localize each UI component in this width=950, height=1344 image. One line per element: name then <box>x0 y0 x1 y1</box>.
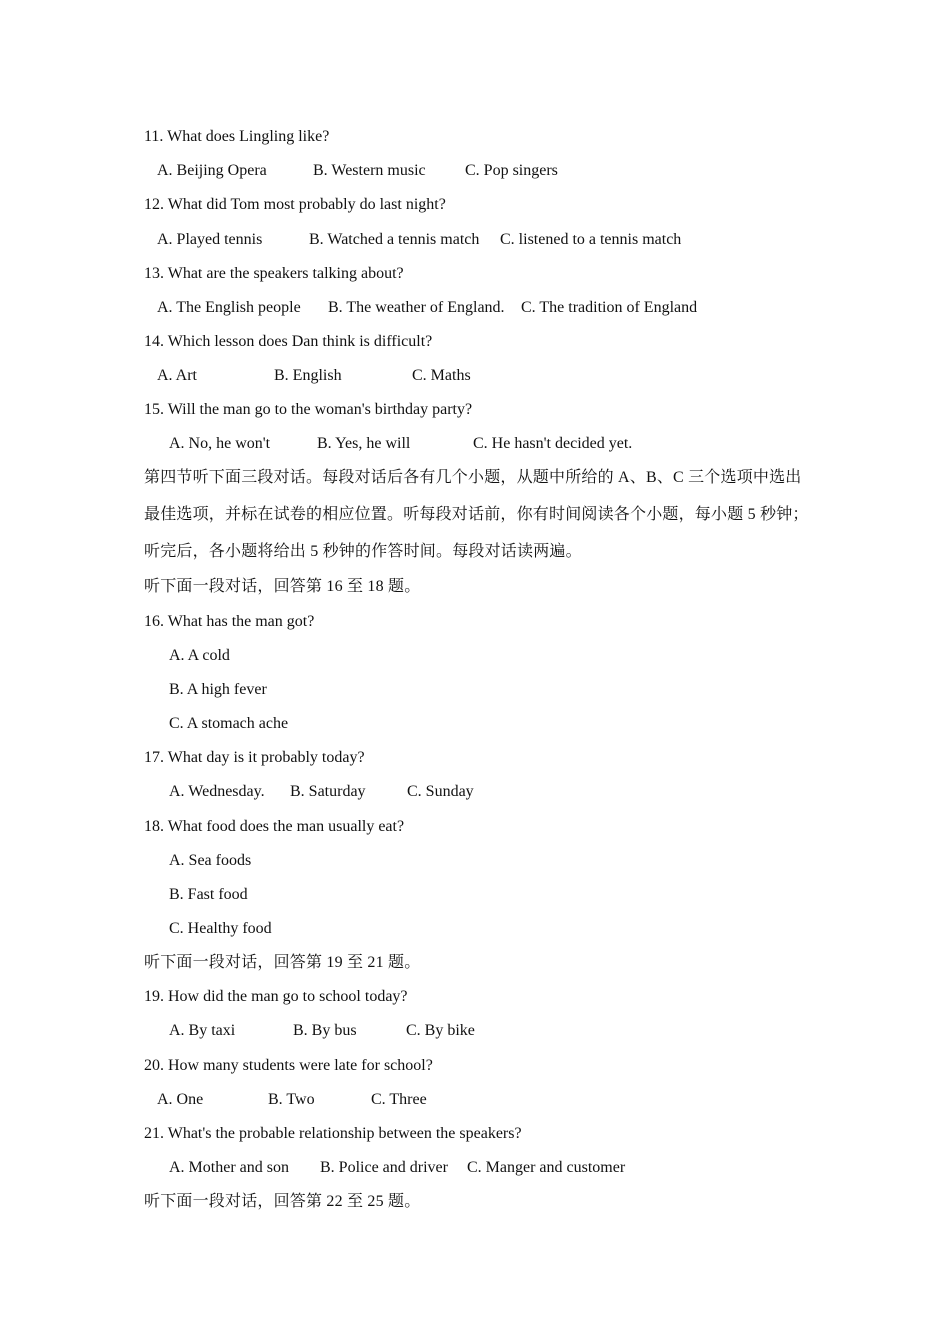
question-21: 21. What's the probable relationship between the speakers? <box>144 1125 522 1142</box>
q19-option-b: B. By bus <box>293 1022 357 1039</box>
q15-option-c: C. He hasn't decided yet. <box>473 435 633 452</box>
q11-option-c: C. Pop singers <box>465 162 558 179</box>
q17-option-a: A. Wednesday. <box>169 783 265 800</box>
dialogue-instruction-16-18: 听下面一段对话，回答第 16 至 18 题。 <box>144 578 421 595</box>
q13-option-b: B. The weather of England. <box>328 299 505 316</box>
question-12: 12. What did Tom most probably do last night? <box>144 196 446 213</box>
question-14: 14. Which lesson does Dan think is difficult? <box>144 333 433 350</box>
question-18: 18. What food does the man usually eat? <box>144 818 405 835</box>
question-19: 19. How did the man go to school today? <box>144 988 408 1005</box>
section-4-instruction-line-3: 听完后，各小题将给出 5 秒钟的作答时间。每段对话读两遍。 <box>144 543 582 560</box>
question-15: 15. Will the man go to the woman's birthday party? <box>144 401 473 418</box>
question-20: 20. How many students were late for school? <box>144 1057 433 1074</box>
q18-option-b: B. Fast food <box>169 886 248 903</box>
q21-option-a: A. Mother and son <box>169 1159 289 1176</box>
q20-option-a: A. One <box>157 1091 204 1108</box>
q14-option-c: C. Maths <box>412 367 471 384</box>
q16-option-b: B. A high fever <box>169 681 267 698</box>
question-17: 17. What day is it probably today? <box>144 749 365 766</box>
q16-option-a: A. A cold <box>169 647 230 664</box>
q16-option-c: C. A stomach ache <box>169 715 289 732</box>
question-11: 11. What does Lingling like? <box>144 128 330 145</box>
q21-option-c: C. Manger and customer <box>467 1159 626 1176</box>
q18-option-a: A. Sea foods <box>169 852 252 869</box>
q18-option-c: C. Healthy food <box>169 920 272 937</box>
q13-option-a: A. The English people <box>157 299 301 316</box>
q20-option-b: B. Two <box>268 1091 315 1108</box>
q12-option-b: B. Watched a tennis match <box>309 231 480 248</box>
q11-option-a: A. Beijing Opera <box>157 162 267 179</box>
question-16: 16. What has the man got? <box>144 613 315 630</box>
q15-option-a: A. No, he won't <box>169 435 271 452</box>
q17-option-b: B. Saturday <box>290 783 366 800</box>
q15-option-b: B. Yes, he will <box>317 435 411 452</box>
q12-option-c: C. listened to a tennis match <box>500 231 682 248</box>
section-4-instruction-line-2: 最佳选项，并标在试卷的相应位置。听每段对话前，你有时间阅读各个小题，每小题 5 秒钟； <box>144 506 809 523</box>
dialogue-instruction-22-25: 听下面一段对话，回答第 22 至 25 题。 <box>144 1193 421 1210</box>
q21-option-b: B. Police and driver <box>320 1159 448 1176</box>
q17-option-c: C. Sunday <box>407 783 474 800</box>
question-13: 13. What are the speakers talking about? <box>144 265 404 282</box>
q19-option-c: C. By bike <box>406 1022 475 1039</box>
q20-option-c: C. Three <box>371 1091 427 1108</box>
q19-option-a: A. By taxi <box>169 1022 236 1039</box>
q14-option-b: B. English <box>274 367 342 384</box>
q11-option-b: B. Western music <box>313 162 426 179</box>
dialogue-instruction-19-21: 听下面一段对话，回答第 19 至 21 题。 <box>144 954 421 971</box>
q12-option-a: A. Played tennis <box>157 231 263 248</box>
q14-option-a: A. Art <box>157 367 197 384</box>
q13-option-c: C. The tradition of England <box>521 299 698 316</box>
section-4-instruction-line-1: 第四节听下面三段对话。每段对话后各有几个小题，从题中所给的 A、B、C 三个选项中选出 <box>144 469 802 486</box>
